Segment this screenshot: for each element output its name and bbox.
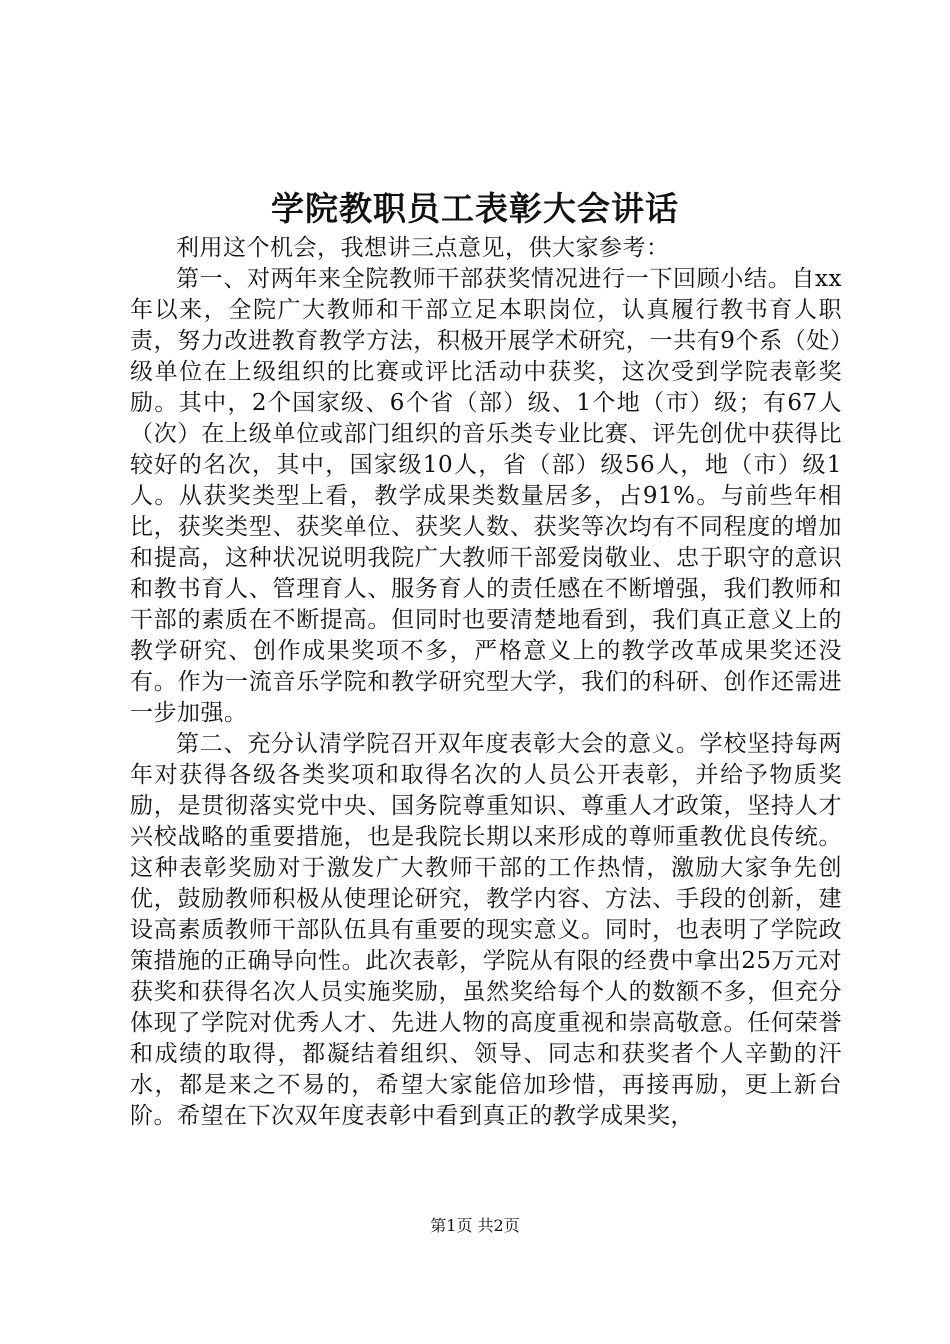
paragraph-point-two: 第二、充分认清学院召开双年度表彰大会的意义。学校坚持每两年对获得各级各类奖项和取得名次的人员公开表彰，并给予物质奖励，是贯彻落实党中央、国务院尊重知识、尊重人才政策，坚持人才兴校战略的重要措施，也是我院长期以来形成的尊师重教优良传统。这种表彰奖励对于激发广大教师干部的工作热情，激励大家争先创优，鼓励教师积极从使理论研究，教学内容、方法、手段的创新，建设高素质教师干部队伍具有重要的现实意义。同时，也表明了学院政策措施的正确导向性。此次表彰，学院从有限的经费中拿出25万元对获奖和获得名次人员实施奖励，虽然奖给每个人的数额不多，但充分体现了学院对优秀人才、先进人物的高度重视和崇高敬意。任何荣誉和成绩的取得，都凝结着组织、领导、同志和获奖者个人辛勤的汗水，都是来之不易的，希望大家能倍加珍惜，再接再励，更上新台阶。希望在下次双年度表彰中看到真正的教学成果奖， [130, 731, 842, 1129]
document-body [130, 233, 842, 1132]
document-title: 学院教职员工表彰大会讲话 [271, 189, 679, 228]
page-number-footer: 第1页 共2页 [430, 1216, 520, 1235]
paragraph-intro: 利用这个机会，我想讲三点意见，供大家参考： [176, 235, 670, 261]
paragraph-point-one: 第一、对两年来全院教师干部获奖情况进行一下回顾小结。自xx年以来，全院广大教师和干部立足本职岗位，认真履行教书育人职责，努力改进教育教学方法，积极开展学术研究，一共有9个系（处）级单位在上级组织的比赛或评比活动中获奖，这次受到学院表彰奖励。其中，2个国家级、6个省（部）级、1个地（市）级；有67人（次）在上级单位或部门组织的音乐类专业比赛、评先创优中获得比较好的名次，其中，国家级10人，省（部）级56人，地（市）级1人。从获奖类型上看，教学成果类数量居多，占91%。与前些年相比，获奖类型、获奖单位、获奖人数、获奖等次均有不同程度的增加和提高，这种状况说明我院广大教师干部爱岗敬业、忠于职守的意识和教书育人、管理育人、服务育人的责任感在不断增强，我们教师和干部的素质在不断提高。但同时也要清楚地看到，我们真正意义上的教学研究、创作成果奖项不多，严格意义上的教学改革成果奖还没有。作为一流音乐学院和教学研究型大学，我们的科研、创作还需进一步加强。 [130, 266, 842, 726]
